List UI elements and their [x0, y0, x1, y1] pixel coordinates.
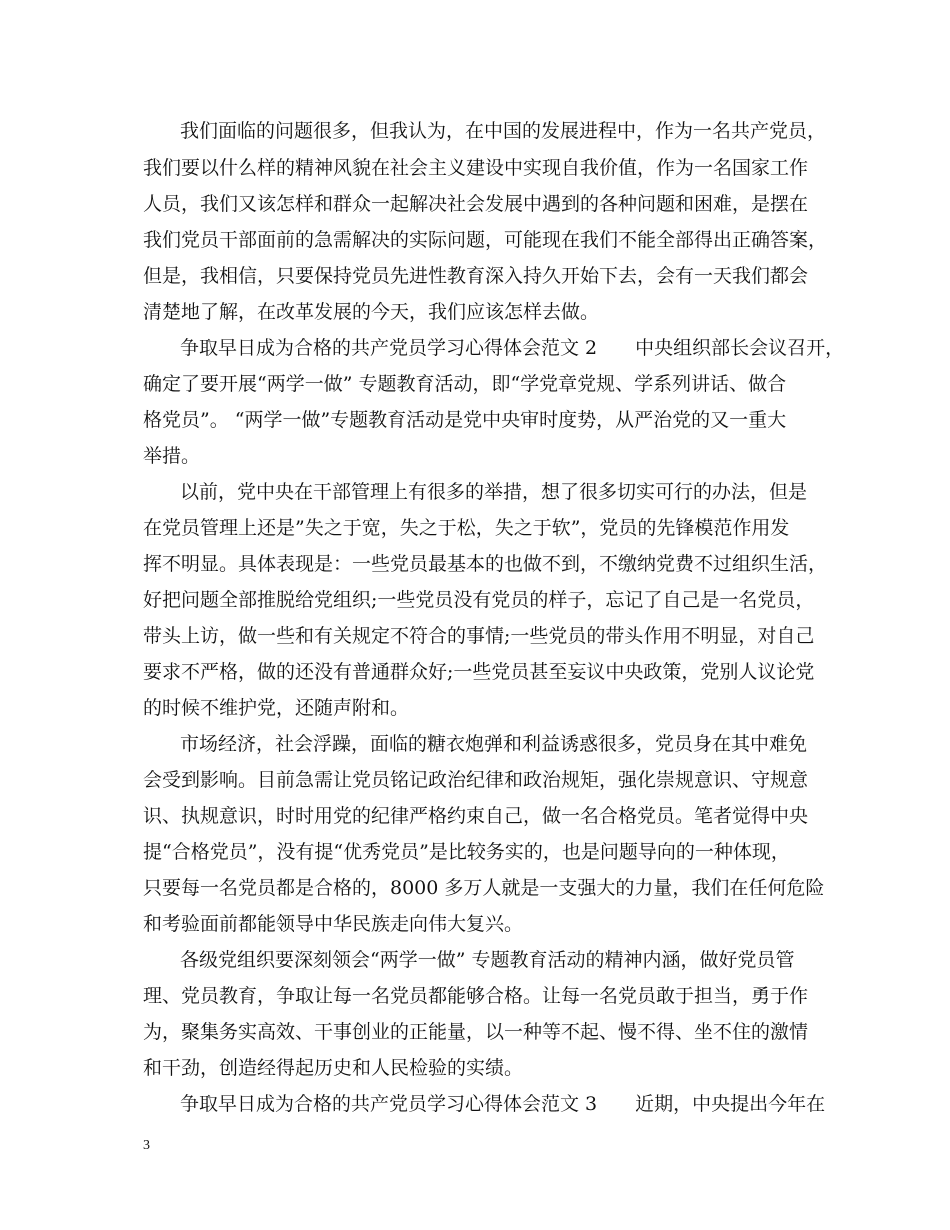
text-line: 好把问题全部推脱给党组织;一些党员没有党员的样子，忘记了自己是一名党员， — [143, 589, 815, 611]
text-line: 和干劲，创造经得起历史和人民检验的实绩。 — [143, 1057, 524, 1079]
text-line: 的时候不维护党，还随声附和。 — [143, 697, 410, 719]
text-line: 在党员管理上还是”失之于宽，失之于松，失之于软”，党员的先锋模范作用发 — [143, 517, 790, 539]
text-line: 以前，党中央在干部管理上有很多的举措，想了很多切实可行的办法，但是 — [180, 481, 808, 503]
text-line: 市场经济，社会浮躁，面临的糖衣炮弹和利益诱惑很多，党员身在其中难免 — [180, 733, 808, 755]
page-number: 3 — [143, 1138, 150, 1153]
text-line: 要求不严格，做的还没有普通群众好;一些党员甚至妄议中央政策，党别人议论党 — [143, 661, 815, 683]
text-line: 确定了要开展“两学一做” 专题教育活动，即“学党章党规、学系列讲话、做合 — [143, 373, 787, 395]
text-line: 挥不明显。具体表现是：一些党员最基本的也做不到，不缴纳党费不过组织生活， — [143, 553, 828, 575]
text-line: 举措。 — [143, 445, 201, 467]
text-line: 格党员”。 “两学一做”专题教育活动是党中央审时度势，从严治党的又一重大 — [143, 409, 787, 431]
text-line: 各级党组织要深刻领会“两学一做” 专题教育活动的精神内涵，做好党员管 — [180, 949, 795, 971]
text-line: 理、党员教育，争取让每一名党员都能够合格。让每一名党员敢于担当，勇于作 — [143, 985, 809, 1007]
text-line: 为，聚集务实高效、干事创业的正能量，以一种等不起、慢不得、坐不住的激情 — [143, 1021, 809, 1043]
text-line: 会受到影响。目前急需让党员铭记政治纪律和政治规矩，强化崇规意识、守规意 — [143, 769, 809, 791]
text-line: 带头上访，做一些和有关规定不符合的事情;一些党员的带头作用不明显，对自己 — [143, 625, 815, 647]
text-line: 但是，我相信，只要保持党员先进性教育深入持久开始下去，会有一天我们都会 — [143, 265, 809, 287]
text-line: 识、执规意识，时时用党的纪律严格约束自己，做一名合格党员。笔者觉得中央 — [143, 805, 809, 827]
text-line: 我们党员干部面前的急需解决的实际问题，可能现在我们不能全部得出正确答案， — [143, 229, 828, 251]
text-line: 我们面临的问题很多，但我认为，在中国的发展进程中，作为一名共产党员， — [180, 120, 827, 142]
text-line: 只要每一名党员都是合格的，8000 多万人就是一支强大的力量，我们在任何危险 — [143, 877, 825, 899]
text-line: 我们要以什么样的精神风貌在社会主义建设中实现自我价值，作为一名国家工作 — [143, 157, 809, 179]
text-line: 和考验面前都能领导中华民族走向伟大复兴。 — [143, 913, 524, 935]
text-line: 争取早日成为合格的共产党员学习心得体会范文 2 中央组织部长会议召开， — [180, 337, 845, 359]
text-line: 提“合格党员”，没有提“优秀党员”是比较务实的，也是问题导向的一种体现， — [143, 841, 790, 863]
text-line: 人员，我们又该怎样和群众一起解决社会发展中遇到的各种问题和困难，是摆在 — [143, 193, 809, 215]
text-line: 争取早日成为合格的共产党员学习心得体会范文 3 近期，中央提出今年在 — [180, 1093, 826, 1115]
text-line: 清楚地了解，在改革发展的今天，我们应该怎样去做。 — [143, 301, 600, 323]
